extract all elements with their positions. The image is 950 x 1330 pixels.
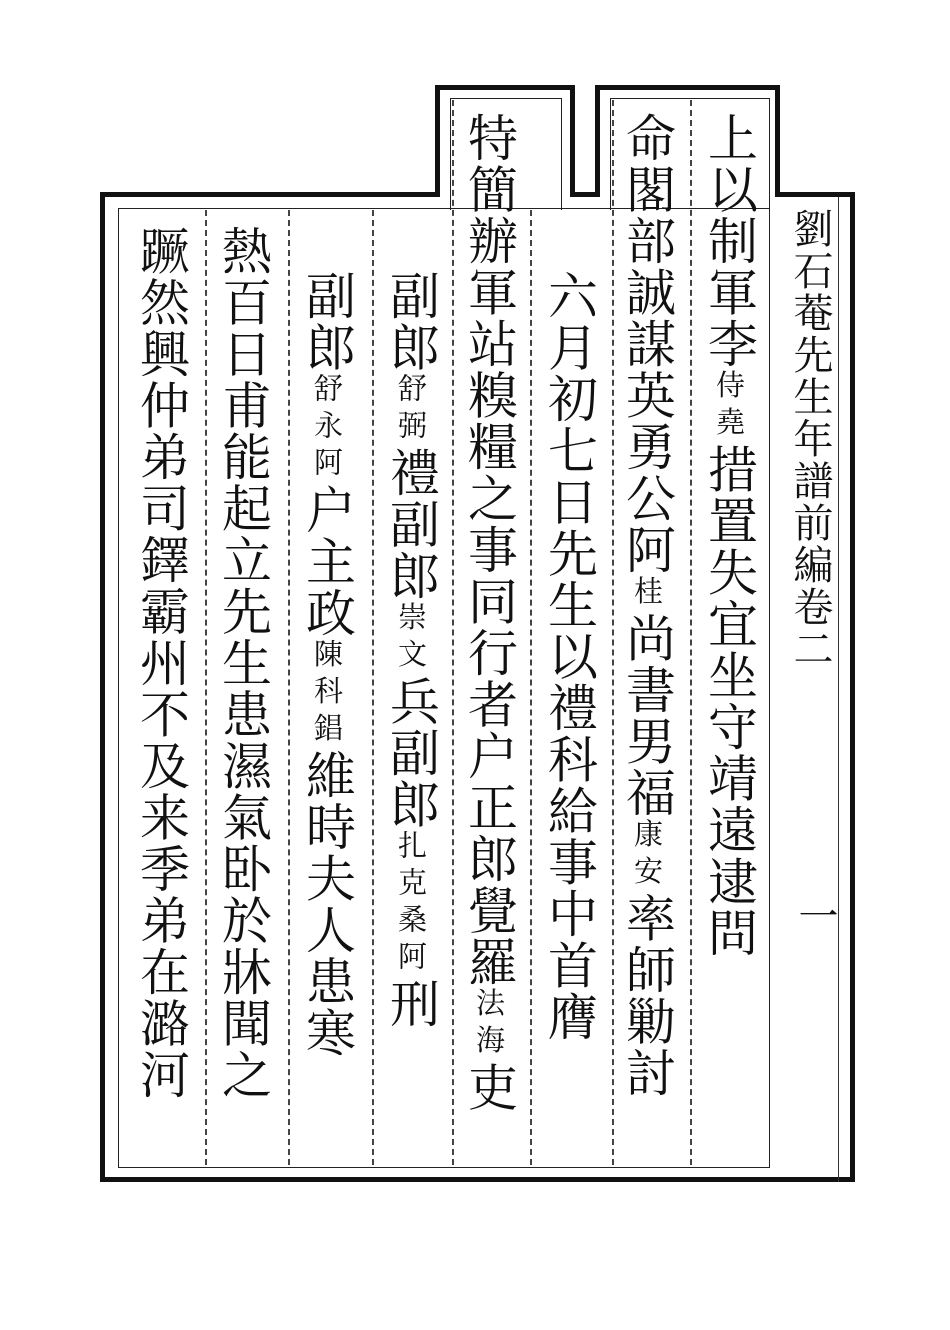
frame-top-left bbox=[100, 192, 440, 197]
column-divider bbox=[612, 100, 614, 1165]
text-column-7 bbox=[214, 225, 272, 1101]
main-text: 副郎 bbox=[298, 270, 356, 373]
main-text: 六月初七日先生以禮科給事中首膺 bbox=[540, 270, 598, 1043]
annotation-text: 桂 bbox=[630, 575, 664, 613]
annotation-text: 法海 bbox=[472, 987, 506, 1062]
main-text: 禮副郎 bbox=[382, 447, 440, 602]
annotation-text: 舒永阿 bbox=[310, 373, 344, 484]
main-text: 蹶然興仲弟司鐸霸州不及来季弟在潞河 bbox=[132, 225, 190, 1101]
annotation-text: 康安 bbox=[630, 818, 664, 893]
main-text: 刑 bbox=[382, 978, 440, 1030]
annotation-text: 侍堯 bbox=[712, 369, 746, 444]
main-text: 兵副郎 bbox=[382, 675, 440, 830]
text-column-2 bbox=[618, 112, 676, 1099]
main-text: 措置失宜坐守靖遠逮問 bbox=[700, 443, 758, 959]
frame-top-right bbox=[775, 192, 855, 197]
column-divider bbox=[452, 100, 454, 1165]
margin-page-number: 一 bbox=[792, 895, 838, 937]
main-text: 吏 bbox=[460, 1061, 518, 1113]
annotation-text: 扎克桑阿 bbox=[394, 830, 428, 978]
annotation-text: 陳科錩 bbox=[310, 638, 344, 750]
text-column-4 bbox=[460, 112, 518, 1113]
main-text: 户主政 bbox=[298, 484, 356, 639]
column-divider bbox=[205, 210, 207, 1165]
main-text: 維時夫人患寒 bbox=[298, 749, 356, 1059]
text-column-6 bbox=[298, 270, 356, 1059]
text-column-3 bbox=[540, 270, 598, 1043]
margin-rule bbox=[838, 197, 839, 1182]
column-divider bbox=[690, 100, 692, 1165]
main-text: 命閣部誠謀英勇公阿 bbox=[618, 112, 676, 576]
main-text: 副郎 bbox=[382, 270, 440, 373]
column-divider bbox=[288, 210, 290, 1165]
text-column-1 bbox=[700, 112, 758, 959]
main-text: 特簡辦軍站糗糧之事同行者户正郎覺羅 bbox=[460, 112, 518, 988]
annotation-text: 舒弼 bbox=[394, 373, 428, 447]
column-divider bbox=[530, 210, 532, 1165]
text-column-5 bbox=[382, 270, 440, 1030]
text-column-8 bbox=[132, 225, 190, 1101]
main-text: 尚書男福 bbox=[618, 612, 676, 819]
annotation-text: 崇文 bbox=[394, 601, 428, 676]
main-text: 率師勦討 bbox=[618, 892, 676, 1099]
main-text: 熱百日甫能起立先生患濕氣卧於牀聞之 bbox=[214, 225, 272, 1101]
main-text: 上以制軍李 bbox=[700, 112, 758, 370]
margin-title: 劉石菴先生年譜前編卷二 bbox=[787, 208, 833, 670]
column-divider bbox=[372, 210, 374, 1165]
